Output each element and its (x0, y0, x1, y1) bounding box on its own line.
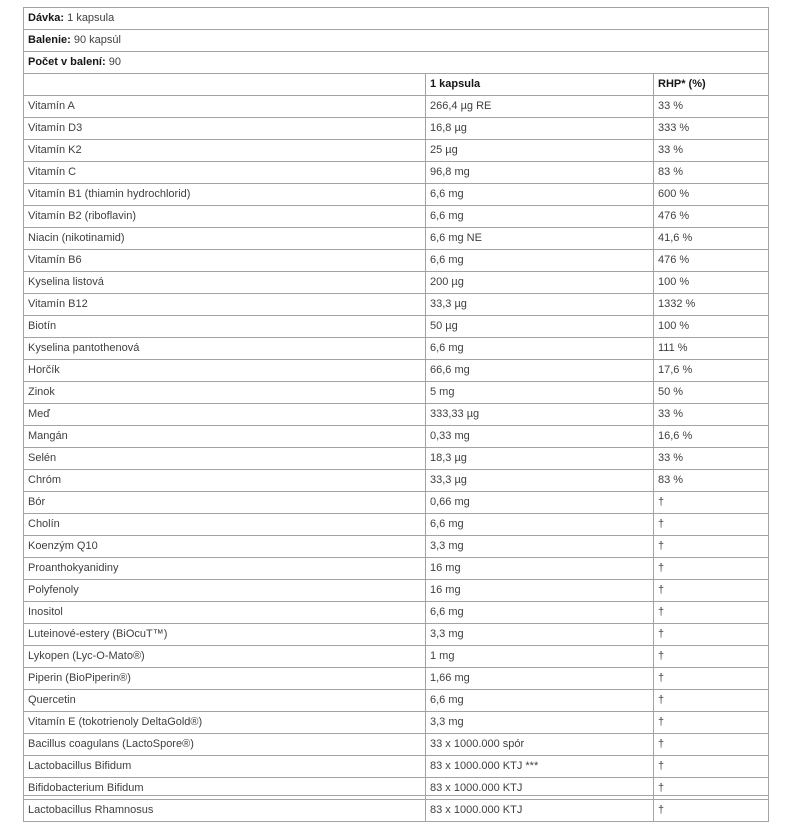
table-row (24, 162, 769, 184)
amount-cell: 16,8 µg (426, 118, 654, 140)
ingredient-name-cell: Vitamín B6 (24, 250, 426, 272)
amount-cell: 6,6 mg NE (426, 228, 654, 250)
amount-cell: 16 mg (426, 580, 654, 602)
ingredient-name-cell: Selén (24, 448, 426, 470)
table-row (24, 756, 769, 778)
rhp-cell: † (654, 800, 769, 822)
amount-cell: 6,6 mg (426, 338, 654, 360)
table-row (24, 448, 769, 470)
table-row (24, 470, 769, 492)
table-row (24, 206, 769, 228)
rhp-cell: 100 % (654, 272, 769, 294)
rhp-cell: † (654, 778, 769, 800)
rhp-cell: 476 % (654, 250, 769, 272)
amount-cell: 18,3 µg (426, 448, 654, 470)
amount-cell: 6,6 mg (426, 602, 654, 624)
ingredient-name-cell: Vitamín E (tokotrienoly DeltaGold®) (24, 712, 426, 734)
rhp-cell: † (654, 668, 769, 690)
ingredient-name-cell: Polyfenoly (24, 580, 426, 602)
rhp-cell: 33 % (654, 448, 769, 470)
amount-cell: 266,4 µg RE (426, 96, 654, 118)
table-row (24, 228, 769, 250)
per-capsule-column-header: 1 kapsula (426, 74, 654, 96)
amount-cell: 16 mg (426, 558, 654, 580)
ingredient-name-cell: Vitamín B12 (24, 294, 426, 316)
amount-cell: 3,3 mg (426, 624, 654, 646)
info-row-package (24, 30, 769, 52)
rhp-cell: 83 % (654, 470, 769, 492)
ingredient-name-cell: Lactobacillus Bifidum (24, 756, 426, 778)
table-bottom-cutoff (23, 795, 768, 801)
rhp-cell: 33 % (654, 404, 769, 426)
table-row (24, 646, 769, 668)
amount-cell: 1 mg (426, 646, 654, 668)
rhp-cell: 1332 % (654, 294, 769, 316)
rhp-cell: † (654, 646, 769, 668)
table-row (24, 624, 769, 646)
table-row (24, 558, 769, 580)
rhp-cell: 100 % (654, 316, 769, 338)
rhp-cell: † (654, 536, 769, 558)
amount-cell: 83 x 1000.000 KTJ *** (426, 756, 654, 778)
ingredient-name-cell: Mangán (24, 426, 426, 448)
rhp-column-header: RHP* (%) (654, 74, 769, 96)
table-row (24, 426, 769, 448)
rhp-cell: † (654, 602, 769, 624)
table-row (24, 602, 769, 624)
ingredient-name-cell: Luteinové-estery (BiOcuT™) (24, 624, 426, 646)
ingredient-name-cell: Vitamín K2 (24, 140, 426, 162)
rhp-cell: 333 % (654, 118, 769, 140)
ingredient-name-cell: Vitamín A (24, 96, 426, 118)
rhp-cell: † (654, 624, 769, 646)
rhp-cell: † (654, 712, 769, 734)
ingredient-name-cell: Bór (24, 492, 426, 514)
rhp-cell: † (654, 734, 769, 756)
rhp-cell: † (654, 690, 769, 712)
ingredient-name-cell: Lykopen (Lyc-O-Mato®) (24, 646, 426, 668)
amount-cell: 33,3 µg (426, 294, 654, 316)
table-row (24, 492, 769, 514)
ingredient-name-cell: Cholín (24, 514, 426, 536)
table-row (24, 668, 769, 690)
table-row (24, 580, 769, 602)
table-row (24, 118, 769, 140)
ingredient-name-cell: Chróm (24, 470, 426, 492)
ingredient-name-cell: Vitamín D3 (24, 118, 426, 140)
ingredient-name-cell: Piperin (BioPiperin®) (24, 668, 426, 690)
table-row (24, 382, 769, 404)
table-row (24, 338, 769, 360)
ingredient-name-cell: Lactobacillus Rhamnosus (24, 800, 426, 822)
ingredient-name-cell: Quercetin (24, 690, 426, 712)
rhp-cell: 41,6 % (654, 228, 769, 250)
info-row-dose (24, 8, 769, 30)
package-label: Balenie: (28, 34, 71, 46)
nutrition-table (23, 7, 769, 822)
rhp-cell: † (654, 756, 769, 778)
dose-cell (24, 8, 769, 30)
amount-cell: 6,6 mg (426, 206, 654, 228)
table-row (24, 140, 769, 162)
table-row (24, 294, 769, 316)
table-row (24, 734, 769, 756)
dose-value: 1 kapsula (67, 12, 115, 24)
rhp-cell: 111 % (654, 338, 769, 360)
ingredient-name-cell: Vitamín C (24, 162, 426, 184)
amount-cell: 6,6 mg (426, 690, 654, 712)
ingredient-name-cell: Inositol (24, 602, 426, 624)
amount-cell: 66,6 mg (426, 360, 654, 382)
amount-cell: 6,6 mg (426, 514, 654, 536)
amount-cell: 83 x 1000.000 KTJ (426, 800, 654, 822)
table-row (24, 360, 769, 382)
count-value: 90 (108, 56, 121, 68)
rhp-cell: 83 % (654, 162, 769, 184)
amount-cell: 25 µg (426, 140, 654, 162)
amount-cell: 200 µg (426, 272, 654, 294)
ingredient-name-cell: Kyselina pantothenová (24, 338, 426, 360)
table-row (24, 316, 769, 338)
amount-cell: 50 µg (426, 316, 654, 338)
rhp-cell: † (654, 492, 769, 514)
package-cell (24, 30, 769, 52)
amount-cell: 3,3 mg (426, 712, 654, 734)
rhp-cell: 33 % (654, 96, 769, 118)
count-label: Počet v balení: (28, 56, 106, 68)
info-row-count (24, 52, 769, 74)
dose-label: Dávka: (28, 12, 65, 24)
table-row (24, 184, 769, 206)
rhp-cell: 476 % (654, 206, 769, 228)
amount-cell: 6,6 mg (426, 184, 654, 206)
table-row (24, 250, 769, 272)
ingredient-name-cell: Bifidobacterium Bifidum (24, 778, 426, 800)
ingredient-name-cell: Horčík (24, 360, 426, 382)
rhp-cell: † (654, 514, 769, 536)
ingredient-name-cell: Proanthokyanidiny (24, 558, 426, 580)
table-row (24, 272, 769, 294)
amount-cell: 1,66 mg (426, 668, 654, 690)
rhp-cell: 600 % (654, 184, 769, 206)
rhp-cell: 17,6 % (654, 360, 769, 382)
table-row (24, 404, 769, 426)
amount-cell: 333,33 µg (426, 404, 654, 426)
ingredient-name-cell: Niacin (nikotinamid) (24, 228, 426, 250)
amount-cell: 5 mg (426, 382, 654, 404)
table-row (24, 712, 769, 734)
nutrition-table-body (24, 8, 769, 822)
rhp-cell: 33 % (654, 140, 769, 162)
table-row (24, 536, 769, 558)
ingredient-name-cell: Meď (24, 404, 426, 426)
amount-cell: 0,33 mg (426, 426, 654, 448)
rhp-cell: 50 % (654, 382, 769, 404)
amount-cell: 33 x 1000.000 spór (426, 734, 654, 756)
amount-cell: 83 x 1000.000 KTJ (426, 778, 654, 800)
rhp-cell: 16,6 % (654, 426, 769, 448)
amount-cell: 6,6 mg (426, 250, 654, 272)
ingredient-name-cell: Biotín (24, 316, 426, 338)
rhp-cell: † (654, 580, 769, 602)
table-row (24, 514, 769, 536)
ingredient-name-cell: Kyselina listová (24, 272, 426, 294)
table-row (24, 800, 769, 822)
package-value: 90 kapsúl (73, 34, 121, 46)
ingredient-name-cell: Zinok (24, 382, 426, 404)
amount-cell: 33,3 µg (426, 470, 654, 492)
table-row (24, 690, 769, 712)
count-cell (24, 52, 769, 74)
ingredient-column-header (24, 74, 426, 96)
amount-cell: 0,66 mg (426, 492, 654, 514)
ingredient-name-cell: Bacillus coagulans (LactoSpore®) (24, 734, 426, 756)
table-row (24, 96, 769, 118)
column-header-row (24, 74, 769, 96)
ingredient-name-cell: Vitamín B1 (thiamin hydrochlorid) (24, 184, 426, 206)
ingredient-name-cell: Vitamín B2 (riboflavin) (24, 206, 426, 228)
amount-cell: 96,8 mg (426, 162, 654, 184)
rhp-cell: † (654, 558, 769, 580)
amount-cell: 3,3 mg (426, 536, 654, 558)
ingredient-name-cell: Koenzým Q10 (24, 536, 426, 558)
